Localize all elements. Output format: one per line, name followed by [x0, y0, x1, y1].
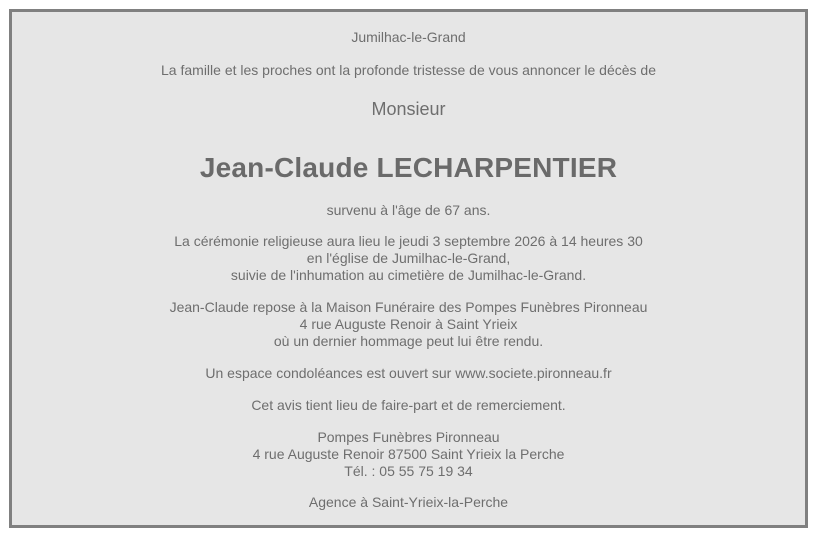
funeral-home-name: Pompes Funèbres Pironneau	[317, 429, 500, 445]
ceremony-line: suivie de l'inhumation au cimetière de Jumilhac-le-Grand.	[230, 267, 587, 283]
obituary-notice	[9, 9, 808, 528]
deceased-name: Jean-Claude LECHARPENTIER	[199, 152, 618, 183]
town-heading: Jumilhac-le-Grand	[351, 29, 466, 45]
ceremony-line: en l'église de Jumilhac-le-Grand,	[306, 250, 511, 266]
rest-line: où un dernier hommage peut lui être rendu.	[273, 333, 544, 349]
salutation: Monsieur	[371, 99, 446, 119]
agency-text: Agence à Saint-Yrieix-la-Perche	[308, 494, 509, 510]
ceremony-block	[12, 233, 805, 284]
ceremony-line: La cérémonie religieuse aura lieu le jeudi 3 septembre 2026 à 14 heures 30	[174, 233, 643, 249]
funeral-home-address: 4 rue Auguste Renoir 87500 Saint Yrieix la Perche	[252, 446, 565, 462]
funeral-home-phone: Tél. : 05 55 75 19 34	[344, 463, 473, 479]
rest-line: 4 rue Auguste Renoir à Saint Yrieix	[299, 316, 518, 332]
age-line: survenu à l'âge de 67 ans.	[326, 202, 491, 218]
condolences-text: Un espace condoléances est ouvert sur www.societe.pironneau.fr	[205, 365, 612, 381]
announcement-text: La famille et les proches ont la profonde tristesse de vous annoncer le décès de	[161, 62, 656, 78]
rest-block	[12, 299, 805, 350]
funeral-home-block	[12, 429, 805, 480]
thanks-text: Cet avis tient lieu de faire-part et de remerciement.	[251, 397, 566, 413]
rest-line: Jean-Claude repose à la Maison Funéraire des Pompes Funèbres Pironneau	[169, 299, 648, 315]
